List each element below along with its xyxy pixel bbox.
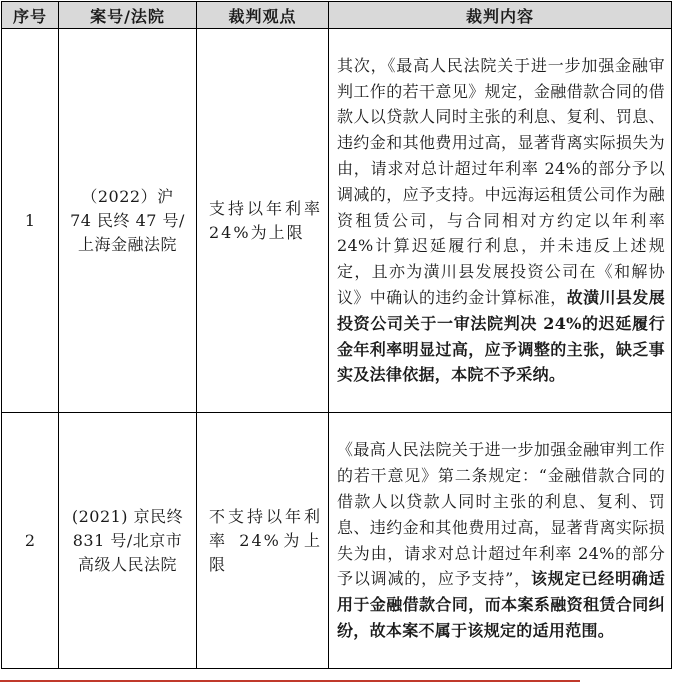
- judgment-content: [329, 29, 672, 413]
- case-number-court: (2021) 京民终 831 号/北京市高级人民法院: [59, 413, 197, 669]
- table-row: [2, 29, 672, 413]
- judgment-content-emphasis: 该规定已经明确适用于金融借款合同，而本案系融资租赁合同纠纷，故本案不属于该规定的适用范围。: [337, 569, 665, 640]
- judgment-view: 不支持以年利率 24%为上限: [197, 413, 329, 669]
- row-index: 1: [2, 29, 59, 413]
- header-judgment-content: 裁判内容: [329, 2, 672, 29]
- judgment-view: 支持以年利率 24%为上限: [197, 29, 329, 413]
- header-judgment-view: 裁判观点: [197, 2, 329, 29]
- judgment-comparison-table: [1, 1, 672, 669]
- judgment-content-text: 《最高人民法院关于进一步加强金融审判工作的若干意见》第二条规定：“金融借款合同的借款人以贷款人同时主张的利息、复利、罚息、违约金和其他费用过高，显著背离实际损失为由，请求对总计超过年利率 24%的部分予以调减的，应予支持”，: [337, 440, 665, 589]
- case-number-court: （2022）沪 74 民终 47 号/上海金融法院: [59, 29, 197, 413]
- row-index: 2: [2, 413, 59, 669]
- table-header-row: [2, 2, 672, 29]
- judgment-content-text: 其次，《最高人民法院关于进一步加强金融审判工作的若干意见》规定，金融借款合同的借款人以贷款人同时主张的利息、复利、罚息、违约金和其他费用过高，显著背离实际损失为由，请求对总计超过年利率 24%的部分予以调减的，应予支持。中远海运租赁公司作为融资租赁公司，与合同相对方约定以年利率 24%计算迟延履行利息，并未违反上述规定，且亦为潢川县发展投资公司在《和解协议》中确认的违约金计算标准，: [337, 55, 665, 307]
- header-index: 序号: [2, 2, 59, 29]
- judgment-content-emphasis: 故潢川县发展投资公司关于一审法院判决 24%的迟延履行金年利率明显过高，应予调整的主张，缺乏事实及法律依据，本院不予采纳。: [337, 287, 665, 385]
- judgment-content: [329, 413, 672, 669]
- table-row: [2, 413, 672, 669]
- footer-divider: [0, 680, 580, 682]
- header-case-court: 案号/法院: [59, 2, 197, 29]
